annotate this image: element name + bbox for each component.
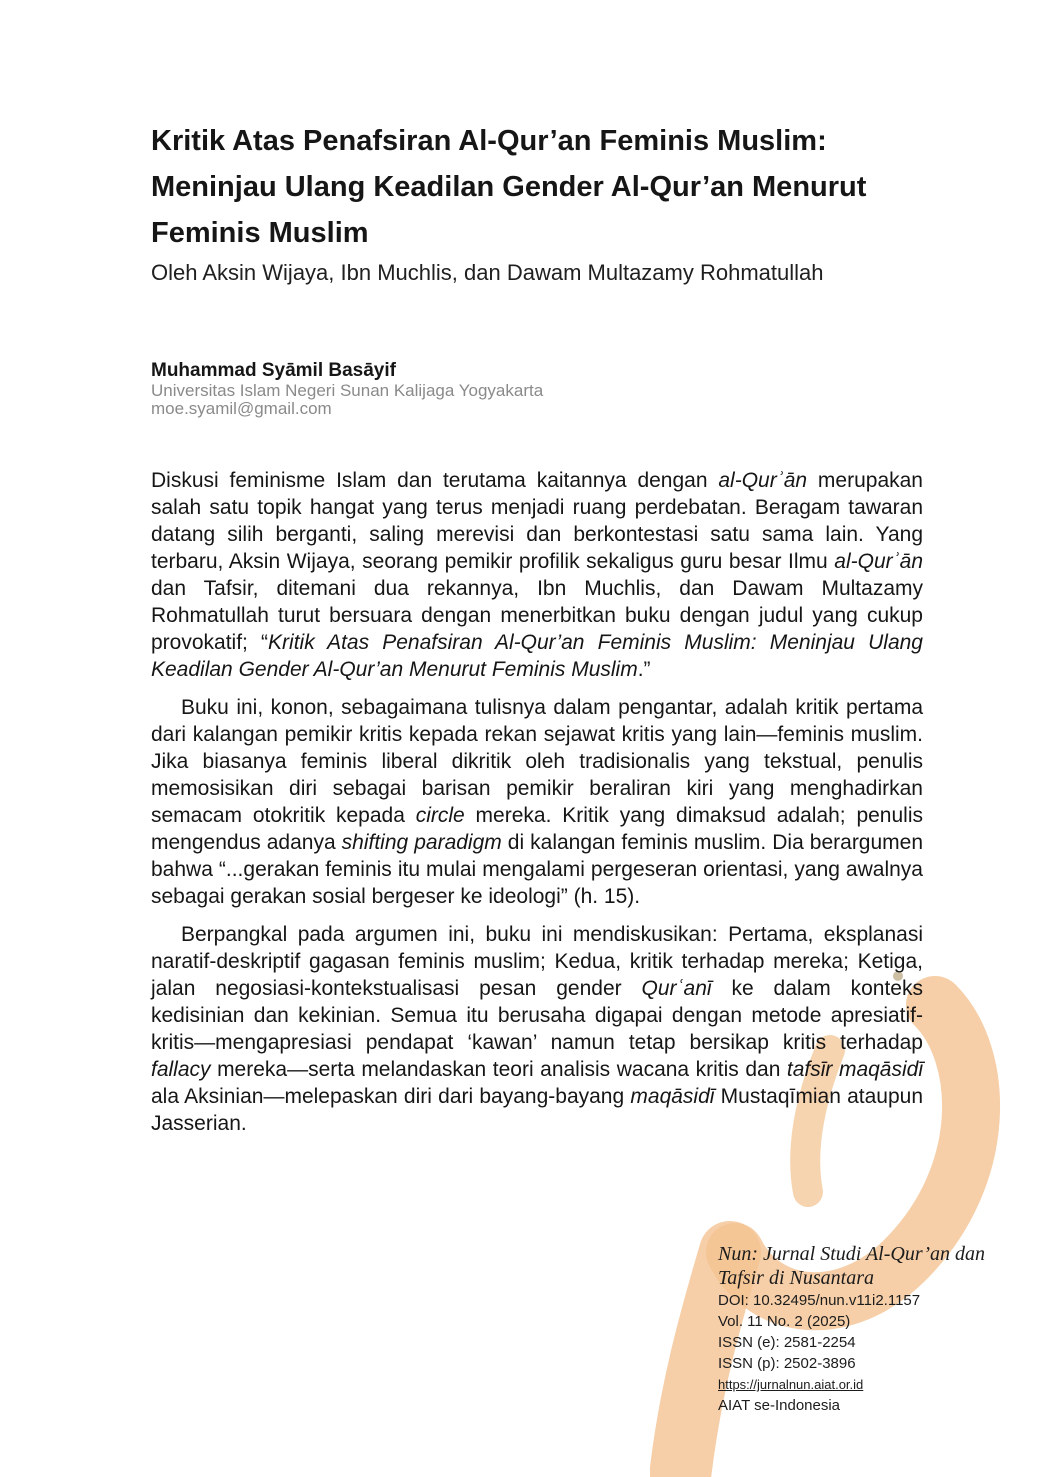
article-header [151, 118, 923, 288]
journal-info [718, 1242, 1018, 1416]
journal-url-link[interactable]: https://jurnalnun.aiat.or.id [718, 1377, 864, 1392]
emphasis-text: maqāsidī [630, 1085, 715, 1108]
text-run: Mustaqīmian ataupun Jasserian. [151, 1085, 924, 1135]
text-run: .” [637, 658, 651, 681]
emphasis-text: fallacy [151, 1058, 211, 1081]
emphasis-text: Qurʿanī [641, 977, 712, 1000]
text-run: di kalangan feminis muslim. Dia berargumen bahwa “...gerakan feminis itu mulai mengalami pergeseran orientasi, yang awalnya sebagai gerakan sosial bergeser ke ideologi” (h. 15). [151, 831, 924, 908]
author-name: Muhammad Syāmil Basāyif [151, 360, 396, 381]
author-email: moe.syamil@gmail.com [151, 399, 332, 418]
text-run: mereka. Kritik yang dimaksud adalah; penulis mengendus adanya [151, 804, 923, 854]
text-run: ala Aksinian—melepaskan diri dari bayang-bayang [151, 1085, 631, 1108]
text-run: ke dalam konteks kedisinian dan kekinian. Semua itu berusaha digapai dengan metode apresiatif-kritis—mengapresiasi pendapat ‘kawan’ namun tetap bersikap kritis terhadap [151, 977, 923, 1054]
article-subtitle: Oleh Aksin Wijaya, Ibn Muchlis, dan Dawam Multazamy Rohmatullah [151, 260, 824, 285]
emphasis-text: Kritik Atas Penafsiran Al-Qur’an Feminis Muslim: Meninjau Ulang Keadilan Gender Al-Qur’an Menurut Feminis Muslim [151, 631, 923, 681]
emphasis-text: tafsīr maqāsidī [786, 1058, 923, 1081]
author-block [151, 360, 543, 418]
text-run: merupakan salah satu topik hangat yang terus menjadi ruang perdebatan. Beragam tawaran datang silih berganti, saling merevisi dan berkontestasi satu sama lain. Yang terbaru, Aksin Wijaya, seorang pemikir profilik sekaligus guru besar Ilmu [151, 469, 923, 573]
text-run: dan Tafsir, ditemani dua rekannya, Ibn Muchlis, dan Dawam Multazamy Rohmatullah turut bersuara dengan menerbitkan buku dengan judul yang cukup provokatif; “ [151, 577, 923, 654]
journal-issn-p: ISSN (p): 2502-3896 [718, 1355, 856, 1372]
emphasis-text: al-Qurʾān [718, 469, 808, 492]
journal-doi: DOI: 10.32495/nun.v11i2.1157 [718, 1292, 921, 1309]
emphasis-text: al-Qurʾān [834, 550, 923, 573]
journal-volume: Vol. 11 No. 2 (2025) [718, 1313, 851, 1330]
paragraph-1 [151, 467, 923, 683]
journal-publisher: AIAT se-Indonesia [718, 1397, 841, 1414]
journal-issn-e: ISSN (e): 2581-2254 [718, 1334, 856, 1351]
journal-name: Nun: Jurnal Studi Al-Qur’an dan Tafsir di Nusantara [718, 1243, 986, 1289]
emphasis-text: shifting paradigm [341, 831, 502, 854]
text-run: Diskusi feminisme Islam dan terutama kaitannya dengan [151, 469, 719, 492]
emphasis-text: circle [415, 804, 465, 827]
article-title: Kritik Atas Penafsiran Al-Qur’an Feminis Muslim: Meninjau Ulang Keadilan Gender Al-Qur’an Menurut Feminis Muslim [151, 125, 867, 249]
text-run: Berpangkal pada argumen ini, buku ini mendiskusikan: Pertama, eksplanasi naratif-deskriptif gagasan feminis muslim; Kedua, kritik terhadap mereka; Ketiga, jalan negosiasi-kontekstualisasi pesan gender [151, 923, 923, 1000]
author-affiliation: Universitas Islam Negeri Sunan Kalijaga Yogyakarta [151, 381, 544, 400]
text-run: Buku ini, konon, sebagaimana tulisnya dalam pengantar, adalah kritik pertama dari kalangan pemikir kritis kepada rekan sejawat kritis yang lain—feminis muslim. Jika biasanya feminis liberal dikritik oleh tradisionalis yang tekstual, penulis memosisikan diri sebagai barisan pemikir beraliran kiri yang menghadirkan semacam otokritik kepada [151, 696, 923, 827]
text-run: mereka—serta melandaskan teori analisis wacana kritis dan [210, 1058, 787, 1081]
paragraph-2 [151, 694, 923, 910]
paragraph-3 [151, 921, 923, 1137]
article-body [151, 467, 923, 1148]
